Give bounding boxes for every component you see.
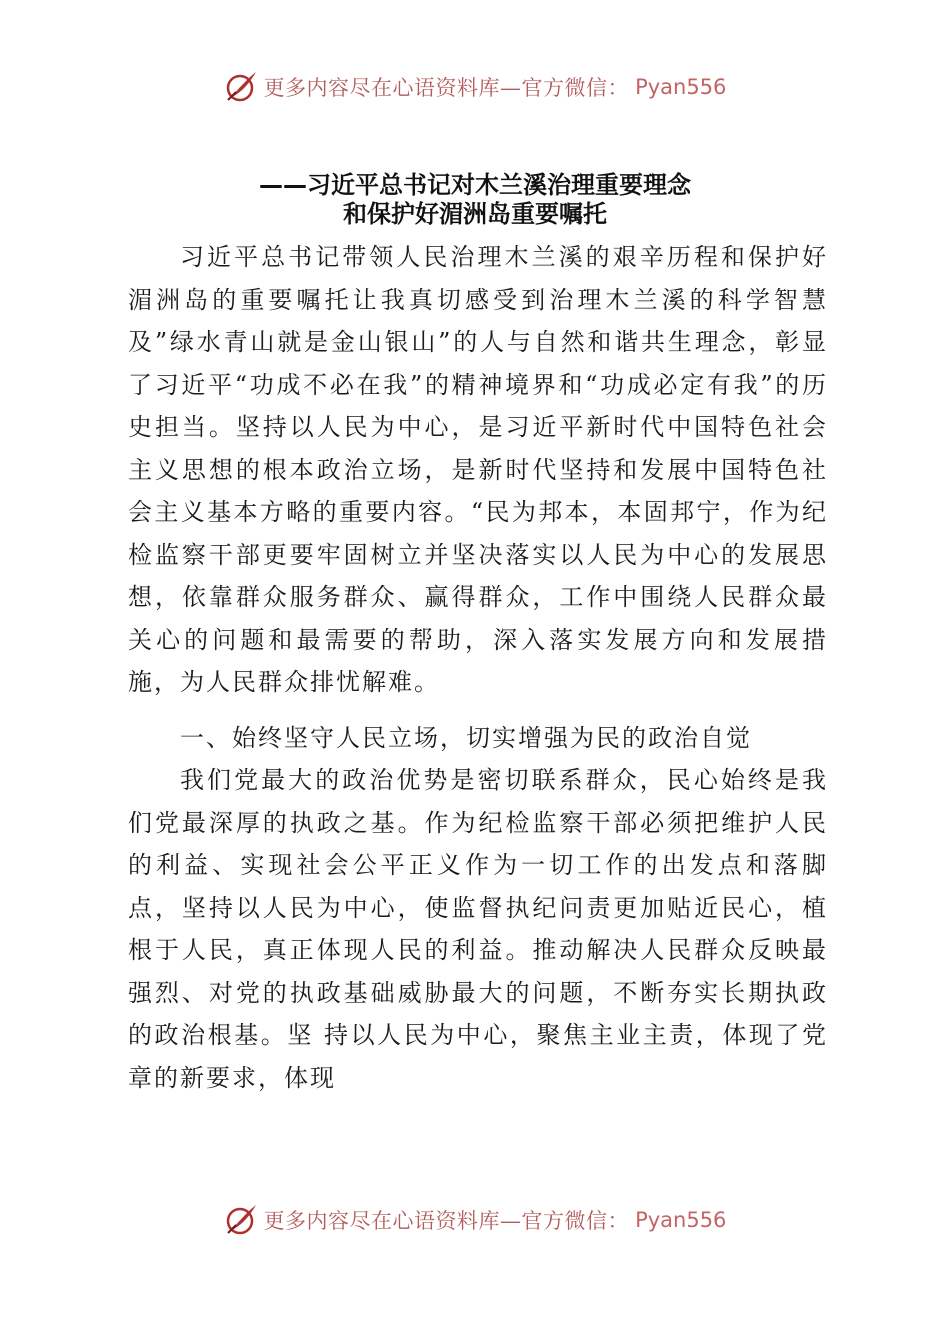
watermark-text: 更多内容尽在心语资料库—官方微信： (263, 76, 630, 100)
paragraph: 习近平总书记带领人民治理木兰溪的艰辛历程和保护好湄洲岛的重要嘱托让我真切感受到治理木兰溪的科学智慧及”绿水青山就是金山银山”的人与自然和谐共生理念，彰显了习近平“功成不必在我”的精神境界和“功成必定有我”的历史担当。坚持以人民为中心，是习近平新时代中国特色社会主义思想的根本政治立场，是新时代坚持和发展中国特色社会主义基本方略的重要内容。“民为邦本，本固邦宁，作为纪检监察干部更要牢固树立并坚决落实以人民为中心的发展思想，依靠群众服务群众、赢得群众，工作中围绕人民群众最关心的问题和最需要的帮助，深入落实发展方向和发展措施，为人民群众排忧解难。 (128, 243, 828, 696)
header-watermark (0, 70, 950, 104)
section-heading: 一、始终坚守人民立场，切实增强为民的政治自觉 (180, 723, 752, 752)
document-body (128, 236, 828, 1099)
doc-title-line-2: 和保护好湄洲岛重要嘱托 (343, 200, 607, 228)
paragraph: 我们党最大的政治优势是密切联系群众，民心始终是我们党最深厚的执政之基。作为纪检监察干部必须把维护人民的利益、实现社会公平正义作为一切工作的出发点和落脚点，坚持以人民为中心，使监督执纪问责更加贴近民心，植根于人民，真正体现人民的利益。推动解决人民群众反映最强烈、对党的执政基础威胁最大的问题，不断夯实长期执政的政治根基。坚 持以人民为中心，聚焦主业主责，体现了党章的新要求，体现 (128, 766, 828, 1092)
watermark-id: Pyan556 (635, 1208, 727, 1232)
watermark-text: 更多内容尽在心语资料库—官方微信： (263, 1209, 630, 1233)
doc-title-line-1: ——习近平总书记对木兰溪治理重要理念 (259, 171, 691, 199)
footer-watermark (0, 1203, 950, 1237)
quill-logo-icon (224, 1203, 258, 1237)
watermark-id: Pyan556 (635, 75, 727, 99)
quill-logo-icon (224, 70, 258, 104)
